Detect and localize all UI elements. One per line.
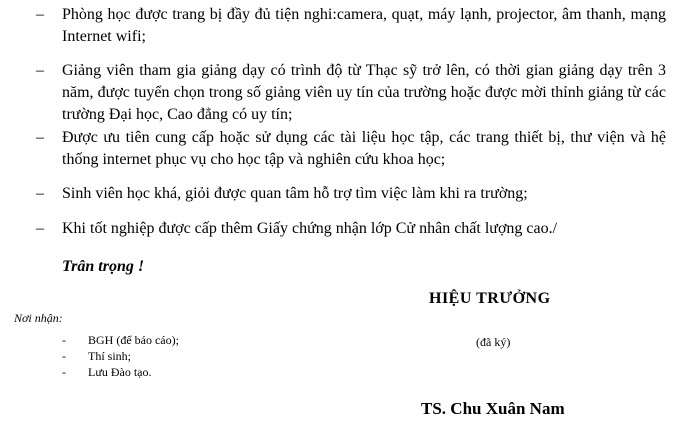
benefit-item [36,4,666,48]
recipient-marker: - [62,349,66,363]
rector-title: HIỆU TRƯỞNG [429,290,551,307]
benefit-item [36,60,666,126]
bullet-marker: – [36,62,44,79]
closing-greeting: Trân trọng ! [62,258,145,275]
recipient-text: Lưu Đào tạo. [88,365,152,379]
benefit-text: Phòng học được trang bị đầy đủ tiện nghi:camera, quạt, máy lạnh, projector, âm thanh, mạng Internet wifi; [62,6,666,45]
bullet-marker: – [36,185,44,202]
benefit-text: Khi tốt nghiệp được cấp thêm Giấy chứng nhận lớp Cử nhân chất lượng cao./ [62,220,558,237]
bullet-marker: – [36,6,44,23]
recipient-text: BGH (để báo cáo); [88,333,179,347]
recipient-marker: - [62,333,66,347]
recipient-text: Thí sinh; [88,349,132,363]
signed-note: (đã ký) [476,335,511,349]
recipients-heading: Nơi nhận: [14,311,63,325]
benefit-item [36,127,666,171]
benefit-text: Giảng viên tham gia giảng dạy có trình độ từ Thạc sỹ trở lên, có thời gian giảng dạy trên 3 năm, được tuyển chọn trong số giảng viên uy tín của trường hoặc được mời thỉnh giảng từ các trường Đại học, Cao đẳng có uy tín; [62,62,666,123]
bullet-marker: – [36,220,44,237]
signer-name: TS. Chu Xuân Nam [421,399,565,418]
benefit-item [36,218,666,240]
benefit-text: Sinh viên học khá, giỏi được quan tâm hỗ trợ tìm việc làm khi ra trường; [62,185,528,202]
benefit-item [36,183,666,205]
bullet-marker: – [36,129,44,146]
benefit-text: Được ưu tiên cung cấp hoặc sử dụng các tài liệu học tập, các trang thiết bị, thư viện và hệ thống internet phục vụ cho học tập và nghiên cứu khoa học; [62,129,666,168]
recipient-marker: - [62,365,66,379]
